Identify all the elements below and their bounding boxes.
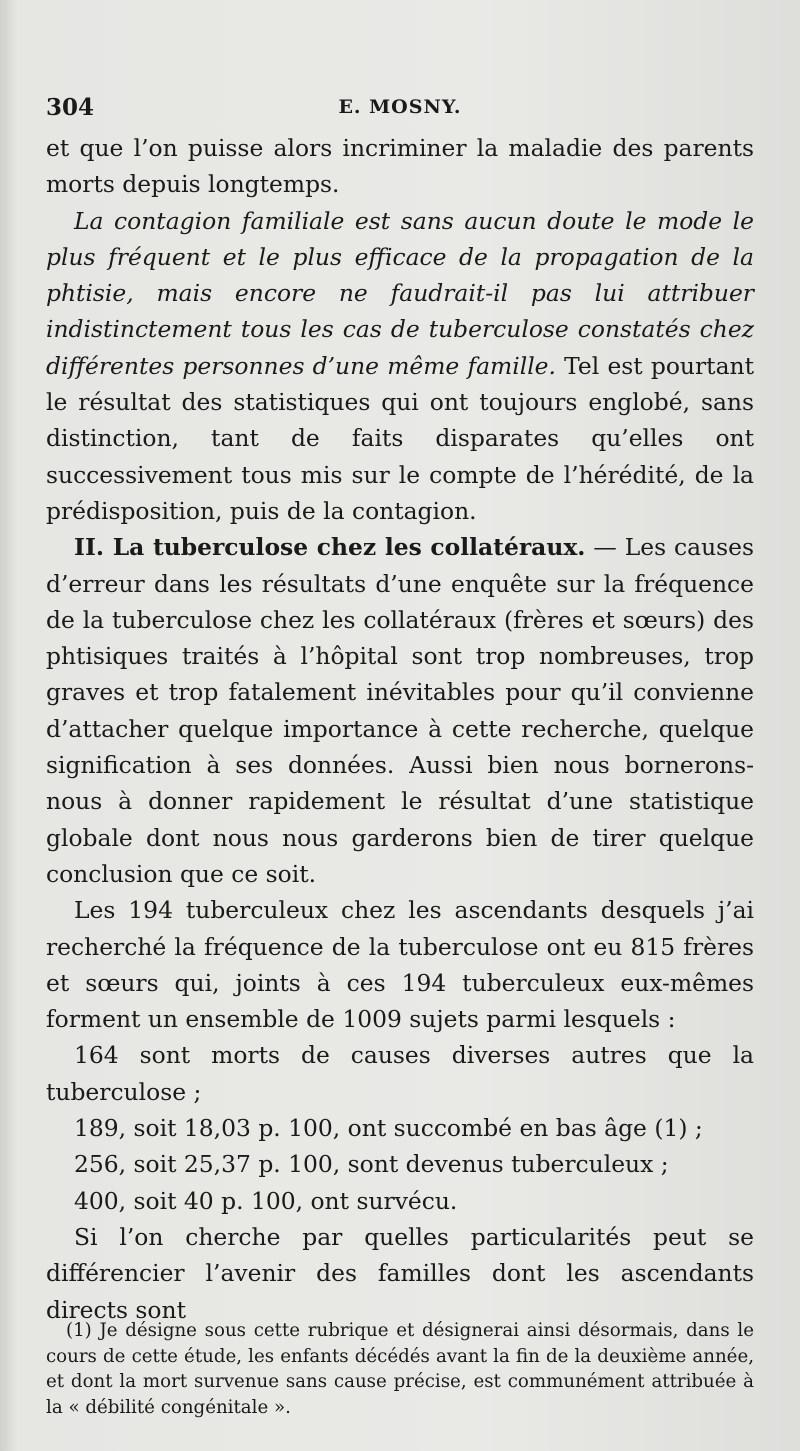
paragraph-continuation: et que l’on puisse alors incriminer la maladie des parents morts depuis longtemps.: [46, 134, 754, 199]
paragraph-statistics: Les 194 tuberculeux chez les ascendants desquels j’ai recherché la fréquence de la tuberculose ont eu 815 frères et sœurs qui, joints à ces 194 tuberculeux eux-mêmes forment un ensemble de 1009 sujets parmi lesquels :: [46, 896, 754, 1034]
paragraph-text: Tel est pourtant le résultat des statistiques qui ont toujours englobé, sans distinction, tant de faits disparates qu’elles ont successivement tous mis sur le compte de l’hérédité, de la prédisposition, puis de la contagion.: [46, 351, 754, 525]
section-text: — Les causes d’erreur dans les résultats d’une enquête sur la fréquence de la tuberculose chez les collatéraux (frères et sœurs) des phtisiques traités à l’hôpital sont trop nombreuses, trop graves et trop fatalement inévitables pour qu’il convienne d’attacher quelque importance à cette recherche, quelque signification à ses données. Aussi bien nous bornerons-nous à donner rapidement le résultat d’une statistique globale dont nous nous garderons bien de tirer quelque conclusion que ce soit.: [46, 533, 754, 888]
paragraph-contagion: [46, 203, 754, 530]
list-item: 256, soit 25,37 p. 100, sont devenus tuberculeux ;: [74, 1150, 669, 1179]
section-heading-paragraph: [46, 529, 754, 892]
section-number: II.: [74, 533, 113, 562]
page-number: 304: [46, 94, 95, 121]
footnote-block: [46, 1318, 754, 1420]
main-text: [46, 130, 754, 1328]
list-item: 400, soit 40 p. 100, ont survécu.: [74, 1186, 458, 1215]
footnote: (1) Je désigne sous cette rubrique et désignerai ainsi désormais, dans le cours de cette étude, les enfants décédés avant la fin de la deuxième année, et dont la mort survenue sans cause précise, est communément attribuée à la « débilité congénitale ».: [46, 1320, 754, 1418]
page-header: [46, 94, 754, 124]
running-head: E. MOSNY.: [338, 96, 462, 118]
section-title: La tuberculose chez les collatéraux.: [112, 533, 586, 562]
list-item: 189, soit 18,03 p. 100, ont succombé en bas âge (1) ;: [74, 1114, 703, 1143]
italic-statement: La contagion familiale est sans aucun doute le mode le plus fréquent et le plus efficace de la propagation de la phtisie, mais encore ne faudrait-il pas lui attribuer indistinctement tous les cas de tuberculose constatés chez différentes personnes d’une même famille.: [46, 206, 754, 380]
list-item: 164 sont morts de causes diverses autres que la tuberculose ;: [46, 1041, 754, 1106]
paragraph-families: Si l’on cherche par quelles particularités peut se différencier l’avenir des familles dont les ascendants directs sont: [46, 1222, 754, 1324]
